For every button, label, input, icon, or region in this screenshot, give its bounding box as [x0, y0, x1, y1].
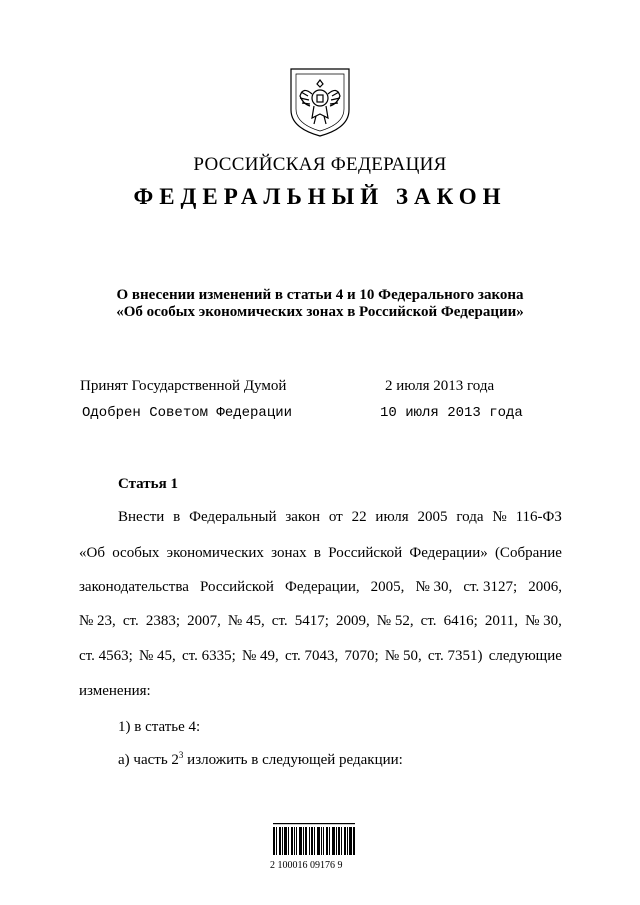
word: в	[313, 545, 321, 561]
word: зонах	[271, 545, 307, 561]
word: Российской	[328, 545, 403, 561]
word: 2006,	[528, 579, 562, 595]
article-text-line-3	[79, 579, 562, 596]
word: особых	[112, 545, 160, 561]
word: ст. 3127;	[463, 579, 518, 595]
word: 2007,	[187, 613, 221, 629]
word: следующие	[488, 648, 562, 664]
word: от	[328, 509, 343, 525]
word: Внести	[118, 509, 165, 525]
item-a-text	[118, 752, 403, 769]
word: 2005	[417, 509, 448, 525]
word: Федерации,	[285, 579, 360, 595]
barcode-number: 2 100016 09176 9	[270, 860, 343, 871]
word: ст.	[122, 613, 139, 629]
word: 116-ФЗ	[515, 509, 562, 525]
article-text-line-4	[79, 613, 562, 630]
article-text-line-1	[118, 509, 562, 526]
word: № 45,	[227, 613, 265, 629]
word: ст.	[271, 613, 288, 629]
word: № 50,	[384, 648, 422, 664]
word: изменения:	[79, 683, 151, 699]
item-a-text-start: а) часть 2	[118, 752, 179, 768]
law-title-line-1: О внесении изменений в статьи 4 и 10 Федерального закона	[116, 287, 524, 303]
law-type-heading: ФЕДЕРАЛЬНЫЙ ЗАКОН	[133, 184, 507, 209]
word: 2011,	[484, 613, 519, 629]
word: № 23,	[79, 613, 116, 629]
word: 6416;	[443, 613, 478, 629]
word: № 30,	[525, 613, 562, 629]
item-a-text-end: изложить в следующей редакции:	[183, 752, 403, 768]
word: ст. 7351)	[427, 648, 483, 664]
word: Федерации»	[409, 545, 488, 561]
word: 5417;	[294, 613, 329, 629]
word: № 52,	[376, 613, 414, 629]
word: ст. 6335;	[181, 648, 236, 664]
word: экономических	[166, 545, 264, 561]
word: № 30,	[415, 579, 453, 595]
article-text-line-6	[79, 683, 562, 700]
word: Российской	[199, 579, 274, 595]
word: года	[456, 509, 484, 525]
word: ст.	[420, 613, 437, 629]
duma-adoption-label: Принят Государственной Думой	[80, 378, 287, 394]
law-title-line-2: «Об особых экономических зонах в Российской Федерации»	[116, 304, 524, 320]
word: №	[492, 509, 507, 525]
duma-adoption-date: 2 июля 2013 года	[385, 378, 495, 394]
word: июля	[375, 509, 409, 525]
word: 2383;	[145, 613, 180, 629]
article-text-line-5	[79, 648, 562, 665]
word: 22	[351, 509, 367, 525]
article-heading: Статья 1	[118, 476, 178, 492]
article-text-line-2	[79, 545, 562, 562]
word: 2009,	[335, 613, 370, 629]
word: «Об	[79, 545, 105, 561]
word: 7070;	[344, 648, 379, 664]
word: 2005,	[370, 579, 405, 595]
word: законодательства	[79, 579, 189, 595]
word: ст. 4563;	[79, 648, 133, 664]
word: № 45,	[138, 648, 176, 664]
barcode-icon	[271, 823, 357, 863]
council-approval-label: Одобрен Советом Федерации	[82, 405, 293, 421]
word: в	[173, 509, 181, 525]
council-approval-date: 10 июля 2013 года	[380, 405, 523, 421]
word: закон	[285, 509, 320, 525]
country-heading: РОССИЙСКАЯ ФЕДЕРАЦИЯ	[193, 154, 447, 175]
item-1-text: 1) в статье 4:	[118, 719, 201, 735]
russian-coat-of-arms-icon	[288, 66, 352, 138]
word: № 49,	[241, 648, 279, 664]
word: (Собрание	[494, 545, 562, 561]
word: Федеральный	[189, 509, 277, 525]
word: ст. 7043,	[284, 648, 339, 664]
item-a-superscript: 3	[178, 750, 184, 760]
